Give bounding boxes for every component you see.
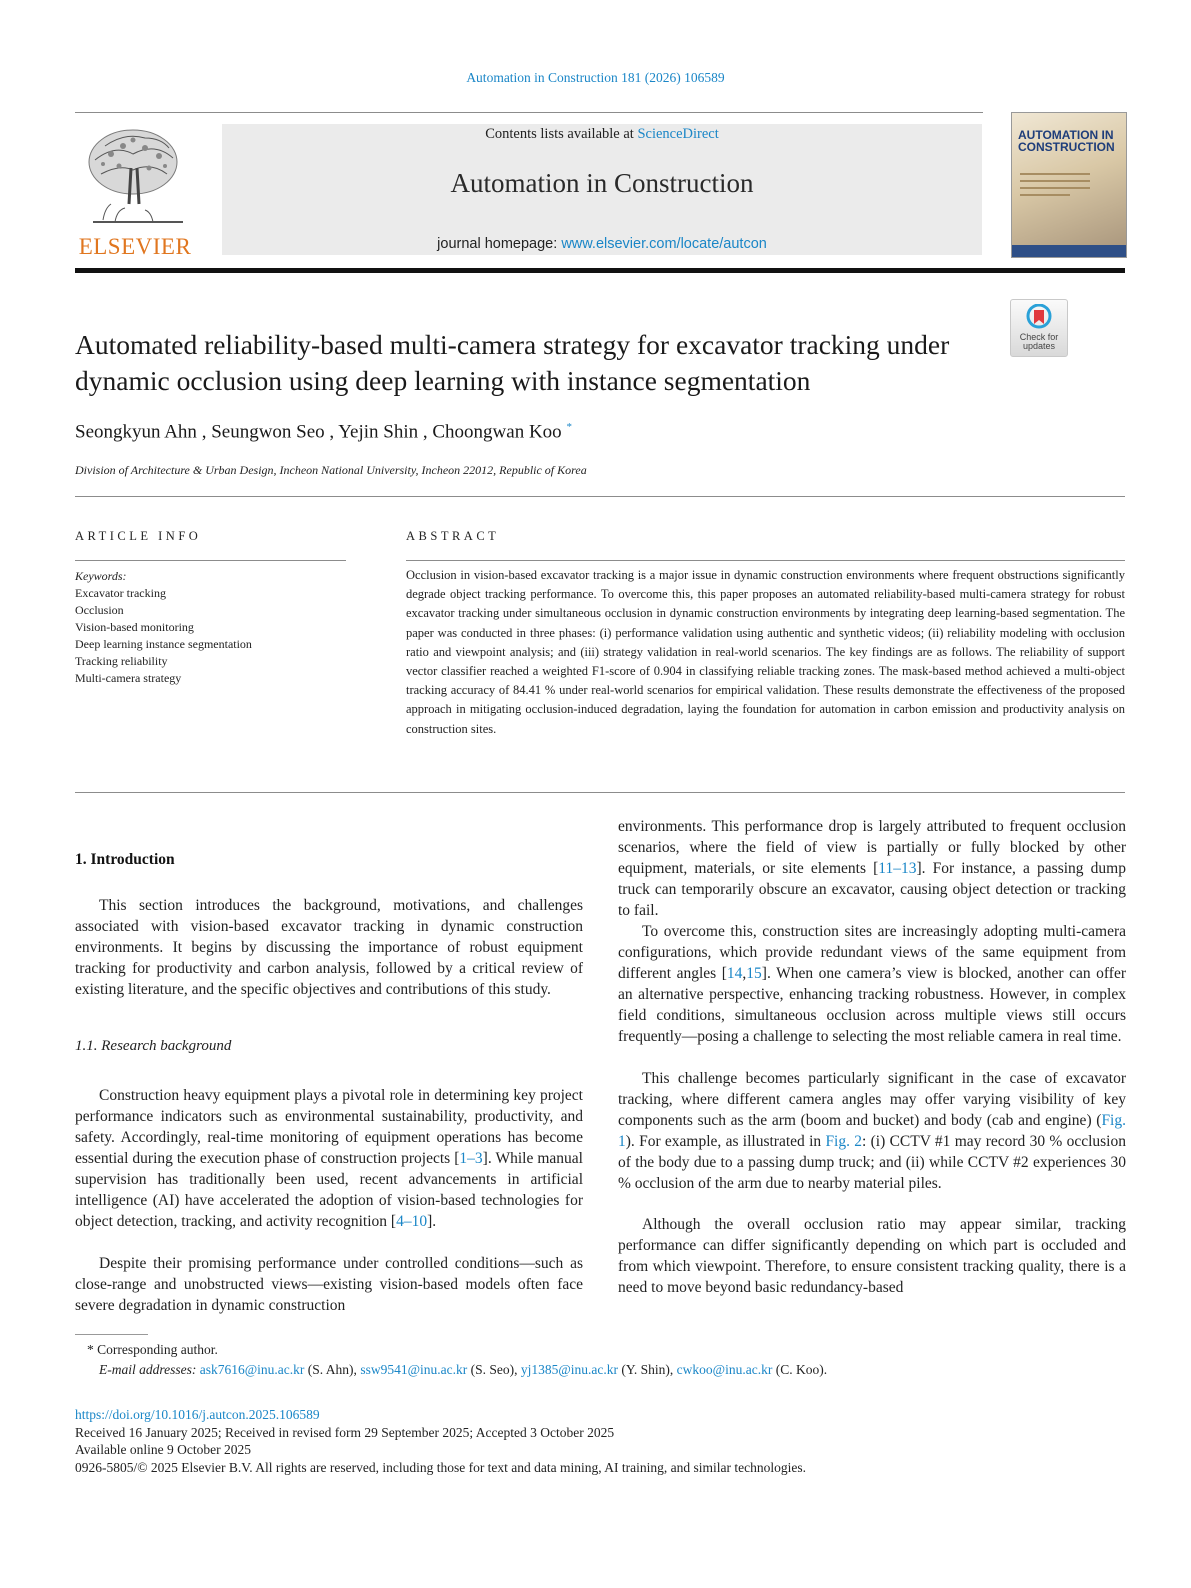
article-title: Automated reliability-based multi-camera strategy for excavator tracking under dynamic occlusion using deep learning with instance segmentation	[75, 329, 950, 396]
body-paragraph	[75, 1085, 583, 1232]
email-owner: (Y. Shin),	[621, 1362, 674, 1377]
doi-link[interactable]: https://doi.org/10.1016/j.autcon.2025.106589	[75, 1407, 320, 1422]
abstract-text: Occlusion in vision-based excavator tracking is a major issue in dynamic construction environments where frequent obstructions significantly degrade object tracking performance. To overcome this, this paper proposes an automated reliability-based multi-camera strategy for robust excavator tracking under simultaneous occlusion in dynamic construction environments by integrating deep learning-based segmentation. The paper was conducted in three phases: (i) performance validation using authentic and synthetic videos; (ii) reliability modeling with occlusion ratio and viewpoint analysis; and (iii) strategy validation in real-world scenarios. The key findings are as follows. The reliability of support vector classifier reached a weighted F1-score of 0.904 in classifying reliable tracking zones. The mask-based method achieved a multi-object tracking accuracy of 84.41 % under real-world scenarios for empirical validation. These results demonstrate the effectiveness of the proposed approach in mitigating occlusion-induced degradation, laying the foundation for automation in carbon emission and productivity analysis on construction sites.	[406, 568, 1125, 736]
author-separator: ,	[418, 421, 433, 443]
citation-link[interactable]: 14	[726, 965, 743, 982]
paragraph-text: environments. This performance drop is largely attributed to frequent occlusion scenarios, where the field of view is partially or fully blocked by other equipment, materials, or site elements [	[618, 818, 1126, 877]
email-owner: (C. Koo).	[775, 1362, 828, 1377]
journal-citation[interactable]: Automation in Construction 181 (2026) 106589	[466, 70, 725, 85]
figure-link[interactable]: Fig. 1	[618, 1112, 1126, 1150]
abstract-heading: ABSTRACT	[406, 529, 500, 543]
author-list	[75, 421, 775, 443]
citation-link[interactable]: 1–3	[459, 1150, 483, 1167]
author-separator: ,	[324, 421, 339, 443]
homepage-line	[222, 236, 982, 252]
body-paragraph	[618, 1068, 1126, 1194]
paragraph-text: To overcome this, construction sites are increasingly adopting multi-camera configurations, which provide redundant views of the same equipment from different angles [	[618, 923, 1126, 982]
footnote-rule	[75, 1334, 148, 1335]
email-link[interactable]: ssw9541@inu.ac.kr	[360, 1362, 468, 1377]
email-link[interactable]: ask7616@inu.ac.kr	[199, 1362, 305, 1377]
paragraph-text: Construction heavy equipment plays a pivotal role in determining key project performance indicators such as environmental sustainability, productivity, and safety. Accordingly, real-time monitoring of equipment operations has become essential during the execution phase of construction projects [	[75, 1087, 583, 1167]
sciencedirect-link[interactable]: ScienceDirect	[637, 126, 719, 142]
email-link[interactable]: cwkoo@inu.ac.kr	[676, 1362, 773, 1377]
cover-band	[1012, 245, 1126, 257]
article-info-heading: ARTICLE INFO	[75, 529, 202, 543]
header-thick-rule	[75, 268, 1125, 273]
contents-prefix: Contents lists available at	[485, 126, 638, 142]
keyword-item: Tracking reliability	[75, 654, 168, 668]
keywords-label: Keywords:	[75, 569, 127, 583]
elsevier-wordmark: ELSEVIER	[78, 234, 192, 259]
paragraph-text: ].	[427, 1213, 437, 1230]
keywords-block	[75, 568, 252, 687]
author-name: Yejin Shin	[338, 421, 419, 443]
corresponding-text: Corresponding author.	[97, 1342, 218, 1357]
body-paragraph: Although the overall occlusion ratio may appear similar, tracking performance can differ significantly depending on which part is occluded and from which viewpoint. Therefore, to ensure consistent tracking quality, there is a need to move beyond basic redundancy-based	[618, 1216, 1126, 1296]
email-owner: (S. Seo),	[470, 1362, 518, 1377]
section-heading-introduction: 1. Introduction	[75, 851, 175, 868]
email-owner: (S. Ahn),	[307, 1362, 357, 1377]
figure-link[interactable]: Fig. 2	[825, 1133, 863, 1150]
affiliation: Division of Architecture & Urban Design, Incheon National University, Incheon 22012, Republic of Korea	[75, 463, 587, 477]
body-paragraph	[618, 816, 1126, 921]
author-name: Choongwan Koo	[432, 421, 562, 443]
citation-link[interactable]: 15	[746, 965, 762, 982]
check-updates-icon	[1026, 304, 1052, 330]
check-updates-label: Check for updates	[1019, 332, 1059, 351]
keyword-item: Deep learning instance segmentation	[75, 637, 252, 651]
email-link[interactable]: yj1385@inu.ac.kr	[520, 1362, 619, 1377]
subsection-heading-research-background: 1.1. Research background	[75, 1038, 232, 1054]
homepage-link[interactable]: www.elsevier.com/locate/autcon	[561, 236, 767, 252]
corresponding-author-mark[interactable]: *	[566, 421, 572, 433]
journal-banner	[222, 124, 982, 255]
homepage-prefix: journal homepage:	[437, 236, 562, 252]
citation-link[interactable]: 4–10	[396, 1213, 428, 1230]
citation-link[interactable]: 11–13	[878, 860, 917, 877]
paragraph-text: This challenge becomes particularly significant in the case of excavator tracking, where different camera angles may offer varying visibility of key components such as the arm (boom and bucket) and body (cab and engine) (	[618, 1070, 1126, 1129]
body-paragraph	[618, 921, 1126, 1047]
cover-title: AUTOMATION IN CONSTRUCTION	[1018, 128, 1115, 154]
info-rule	[75, 560, 346, 561]
paragraph-text: : (i) CCTV #1 may record 30 % occlusion of the body due to a passing dump truck; and (ii) while CCTV #2 experiences 30 % occlusion of the arm due to nearby material piles.	[618, 1133, 1126, 1192]
header-rule	[75, 112, 983, 113]
author-name: Seongkyun Ahn	[75, 421, 197, 443]
journal-name: Automation in Construction	[450, 168, 754, 198]
cover-decoration	[1020, 173, 1090, 201]
author-separator: ,	[196, 421, 212, 443]
received-dates: Received 16 January 2025; Received in revised form 29 September 2025; Accepted 3 October 2025	[75, 1424, 615, 1440]
email-addresses	[87, 1360, 827, 1380]
abstract-bottom-rule	[75, 792, 1125, 793]
corresponding-author-note	[87, 1340, 827, 1360]
paragraph-text: ). For example, as illustrated in	[625, 1133, 826, 1150]
contents-line	[222, 126, 982, 143]
keyword-item: Vision-based monitoring	[75, 620, 194, 634]
paragraph-text: ]. For instance, a passing dump truck can temporarily obscure an excavator, causing object detection or tracking to fail.	[618, 860, 1126, 919]
keyword-item: Excavator tracking	[75, 586, 166, 600]
elsevier-tree-logo	[75, 124, 195, 230]
intro-paragraph: This section introduces the background, motivations, and challenges associated with vision-based excavator tracking in dynamic construction environments. It begins by discussing the importance of robust equipment tracking for productivity and carbon analysis, followed by a critical review of existing literature, and the specific objectives and contributions of this study.	[75, 897, 583, 998]
journal-cover-thumbnail	[1011, 112, 1127, 258]
check-for-updates-button[interactable]	[1010, 299, 1068, 357]
paragraph-text: ]. While manual supervision has traditionally been used, recent advancements in artificial intelligence (AI) have accelerated the adoption of vision-based technologies for object detection, tracking, and activity recognition [	[75, 1150, 583, 1230]
article-footer	[75, 1406, 806, 1476]
author-name: Seungwon Seo	[211, 421, 325, 443]
abstract-rule	[406, 560, 1125, 561]
paragraph-text: ]. When one camera’s view is blocked, another can offer an alternative perspective, enhancing tracking robustness. However, in complex field conditions, simultaneous occlusion across multiple views still occurs frequently—posing a challenge to selecting the most reliable camera in real time.	[618, 965, 1126, 1045]
title-rule	[75, 496, 1125, 497]
paragraph-text: ,	[742, 965, 747, 982]
body-paragraph: Despite their promising performance under controlled conditions—such as close-range and unobstructed views—existing vision-based models often face severe degradation in dynamic construction	[75, 1255, 583, 1314]
available-online: Available online 9 October 2025	[75, 1442, 251, 1457]
keyword-item: Occlusion	[75, 603, 124, 617]
email-label: E-mail addresses:	[99, 1362, 197, 1377]
footnote	[87, 1340, 827, 1380]
keyword-item: Multi-camera strategy	[75, 671, 182, 685]
copyright-notice: 0926-5805/© 2025 Elsevier B.V. All rights are reserved, including those for text and data mining, AI training, and similar technologies.	[75, 1459, 806, 1475]
footnote-mark: *	[87, 1342, 94, 1357]
